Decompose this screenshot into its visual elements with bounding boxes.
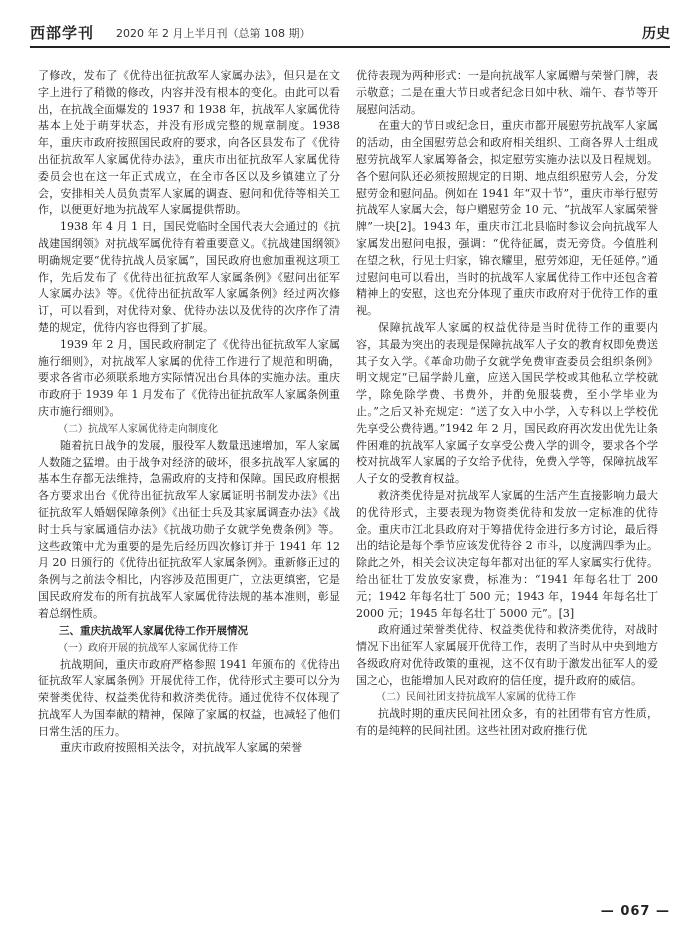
left-column	[38, 68, 340, 757]
section-title: 历史	[642, 26, 670, 42]
paragraph: 1938 年 4 月 1 日，国民党临时全国代表大会通过的《抗战建国纲领》对抗战军属优待有着重要意义。《抗战建国纲领》明确规定要“优待抗战人员家属”，国民政府也愈加重视这项工作，先后发布了《优待出征抗敌军人家属条例》《慰问出征军人家属办法》等。《优待出征抗敌军人家属条例》经过两次修订，可以看到，对优待对象、优待办法以及优待的次序作了清楚的规定，优待内容也得到了扩展。	[38, 220, 340, 334]
paragraph: 随着抗日战争的发展，服役军人数量迅速增加，军人家属人数随之猛增。由于战争对经济的破坏，很多抗战军人家属的基本生存都无法维持，急需政府的支持和保障。国民政府根据各方要求出台《优待出征抗敌军人家属证明书制发办法》《出征抗敌军人婚姻保障条例》《出征士兵及其家属调查办法》《战时士兵与家属通信办法》《抗战功勋子女就学免费条例》等。这些政策中尤为重要的是先后经历四次修订并于 1941 年 12 月 20 日颁行的《优待出征抗敌军人家属条例》。重新修正过的条例与之前法令相比，内容涉及范围更广，立法更缜密，它是国民政府发布的所有抗战军人家属优待法规的基本准则，彰显着总纲性质。	[38, 438, 340, 620]
subsection-heading: （二）民间社团支持抗战军人家属的优待工作	[376, 692, 576, 704]
paragraph: 抗战时期的重庆民间社团众多，有的社团带有官方性质，有的是纯粹的民间社团。这些社团对政府推行优	[356, 707, 658, 738]
page-header	[30, 22, 670, 44]
paragraph: 重庆市政府按照相关法令，对抗战军人家属的荣誉	[60, 741, 302, 755]
paragraph: 1939 年 2 月，国民政府制定了《优待出征抗敌军人家属施行细则》，对抗战军人家属的优待工作进行了规范和明确，要求各省市必须联系地方实际情况出台具体的实施办法。重庆市政府于 1939 年 1 月发布了《优待出征抗敌军人家属条例重庆市施行细则》。	[38, 337, 340, 418]
section-heading: 三、重庆抗战军人家属优待工作开展情况	[59, 624, 248, 637]
paragraph: 了修改，发布了《优待出征抗敌军人家属办法》，但只是在文字上进行了稍微的修改，内容并没有根本的变化。由此可以看出，在抗战全面爆发的 1937 和 1938 年，抗战军人家属优待基本上处于萌芽状态，并没有形成完整的规章制度。1938 年，重庆市政府按照国民政府的要求，向各区县发布了《优待出征抗敌军人家属优待办法》，重庆市出征抗敌军人家属优待委员会也在这一年正式成立，在全市各区以及乡镇建立了分会，安排相关人员负责军人家属的调查、慰问和优待等相关工作，以便更好地为抗战军人家属提供帮助。	[38, 69, 340, 217]
subsection-heading: （二）抗战军人家属优待走向制度化	[58, 423, 218, 435]
paragraph: 政府通过荣誉类优待、权益类优待和救济类优待，对战时情况下出征军人家属展开优待工作，表明了当时从中央到地方各级政府对优待政策的重视，这不仅有助于激发出征军人的爱国之心，也能增加人民对政府的信任度，提升政府的威信。	[356, 623, 658, 687]
paragraph: 在重大的节日或纪念日，重庆市都开展慰劳抗战军人家属的活动，由全国慰劳总会和政府相关组织、工商各界人士组成慰劳抗战军人家属筹备会，拟定慰劳实施办法以及日程规划。各个慰问队还必须按照规定的日期、地点组织慰劳人会，分发慰劳金和慰问品。例如在 1941 年“双十节”，重庆市举行慰劳抗战军人家属大会，每户赠慰劳金 10 元、“抗战军人家属荣誉牌”一块[2]。1943 年，重庆市江北县临时参议会向抗战军人家属发出慰问电报，强调：“优待征属，责无旁贷。今值胜利在望之秋，行见士归家，锦衣耀里，慰劳郊迎，无任延停。”通过慰问电可以看出，当时的抗战军人家属优待工作中还包含着精神上的安慰，这也充分体现了重庆市政府对于优待工作的重视。	[356, 119, 658, 318]
right-column	[356, 68, 658, 740]
page-number: — 067 —	[600, 904, 670, 919]
paragraph: 保障抗战军人家属的权益优待是当时优待工作的重要内容，其最为突出的表现是保障抗战军人子女的教育权即免费送其子女入学。《革命功勋子女就学免费审查委员会组织条例》明文规定“已届学龄儿童，应送入国民学校或其他私立学校就学，除免除学费、书费外，并酌免服装费，至小学毕业为止。”之后又补充规定：“送了女入中小学，入专科以上学校优先享受公费待遇。”1942 年 2 月，国民政府再次发出优先让条件困难的抗战军人家属子女享受公费入学的训令，要求各个学校对抗战军人家属的子女给予优待，免费入学等，保障抗战军人子女的受教育权益。	[356, 320, 658, 486]
subsection-heading: （一）政府开展的抗战军人家属优待工作	[58, 642, 238, 654]
paragraph: 救济类优待是对抗战军人家属的生活产生直接影响力最大的优待形式，主要表现为物资类优待和发放一定标准的优待金。重庆市江北县政府对于筹措优待金进行多方讨论，最后得出的结论是每个季节应该发优待谷 2 市斗，以度满四季为止。除此之外，相关会议决定每年都对出征的军人家属实行优待。给出征壮丁发放安家费，标准为：“1941 年每名壮丁 200 元；1942 年每名壮丁 500 元；1943 年，1944 年每名壮丁 2000 元；1945 年每名壮丁 5000 元”。[3]	[356, 488, 658, 620]
journal-logo: 西部学刊	[30, 24, 95, 42]
header-rule	[30, 46, 670, 48]
paragraph: 抗战期间，重庆市政府严格参照 1941 年颁布的《优待出征抗敌军人家属条例》开展优待工作，优待形式主要可以分为荣誉类优待、权益类优待和救济类优待。通过优待不仅体现了抗战军人为国奉献的精神，保障了家属的权益，也减轻了他们日常生活的压力。	[38, 657, 340, 738]
paragraph: 优待表现为两种形式：一是向抗战军人家属赠与荣誉门牌，表示敬意；二是在重大节日或者纪念日如中秋、端午、春节等开展慰问活动。	[356, 69, 658, 116]
issue-info: 2020 年 2 月上半月刊（总第 108 期）	[116, 27, 311, 40]
